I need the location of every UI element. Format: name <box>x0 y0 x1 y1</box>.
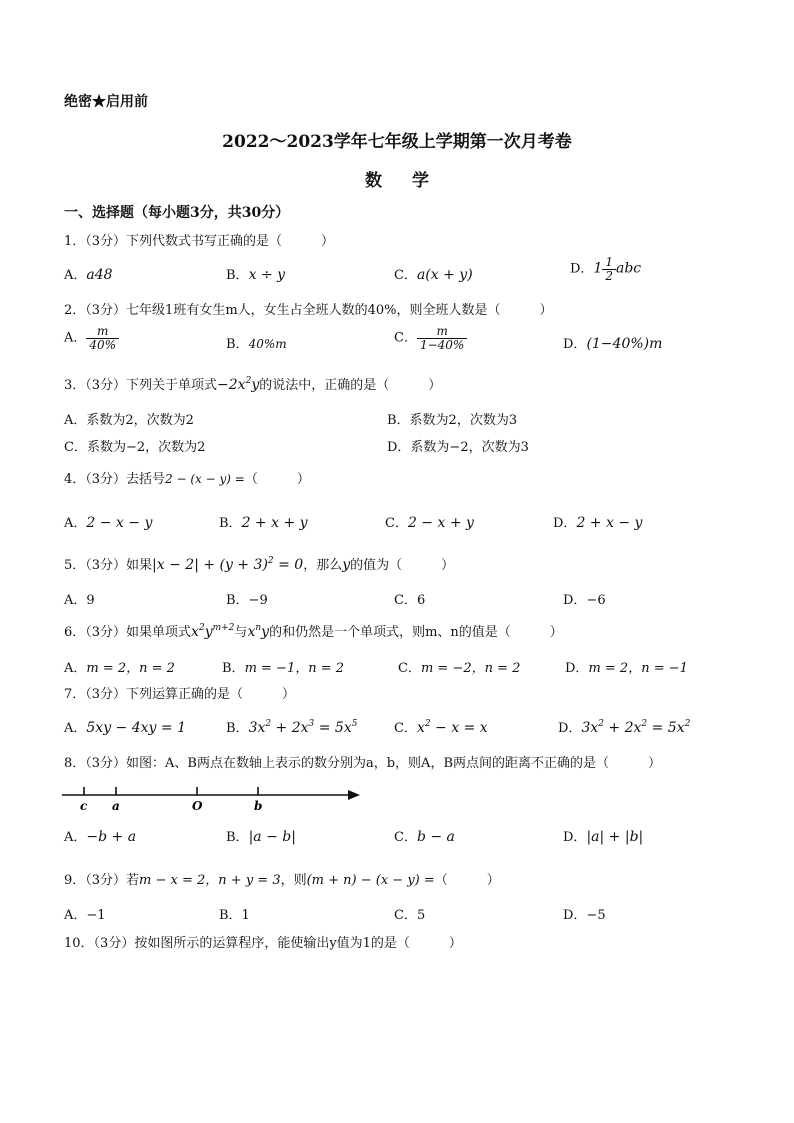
expression: 5xy − 4xy = 1 <box>86 720 186 736</box>
option-value: a(x + y) <box>416 267 473 283</box>
label-a: a <box>112 799 120 812</box>
q1-option-b[interactable] <box>226 264 285 283</box>
q9-option-b[interactable]: B．1 <box>219 908 250 923</box>
q7-option-a[interactable]: A．5xy − 4xy = 1 <box>64 720 186 736</box>
q4-option-b[interactable]: B．2 + x + y <box>219 515 308 531</box>
question-10-stem: 10．（3分）按如图所示的运算程序，能使输出y值为1的是（ ） <box>64 936 462 951</box>
option-value: (1−40%)m <box>586 336 663 352</box>
option-label: B． <box>226 268 249 283</box>
confidential-label: 绝密★启用前 <box>64 94 148 110</box>
q7-option-d[interactable]: D．$3x^2 + 2x^2 = 5x^2$ <box>558 719 691 736</box>
q3-option-a[interactable]: A．系数为2，次数为2 <box>64 413 194 428</box>
question-6-stem: 6．（3分）如果单项式$x^2y^{m+2}$与$x^ny$的和仍然是一个单项式，则m、n的值是（ ） <box>64 623 563 640</box>
question-2-stem: 2．（3分）七年级1班有女生m人，女生占全班人数的40%，则全班人数是（ ） <box>64 303 553 318</box>
q2-option-d[interactable] <box>563 333 662 352</box>
condition: m − x = 2，n + y = 3 <box>139 873 281 888</box>
question-3-stem: 3．（3分）下列关于单项式$-2x^2y$的说法中，正确的是（ ） <box>64 376 442 393</box>
q5-option-b[interactable]: B．−9 <box>226 593 268 608</box>
q1-option-c[interactable] <box>394 264 473 283</box>
question-4-stem: 4．（3分）去括号2 − (x − y) =（ ） <box>64 472 310 487</box>
q2-option-c[interactable] <box>394 325 467 351</box>
q3-option-c[interactable]: C．系数为−2，次数为2 <box>64 440 206 455</box>
expression: $x^2 - x = x$ <box>416 719 488 736</box>
q1-option-d[interactable] <box>570 256 641 282</box>
fraction: $\frac{1}{2}$ <box>602 256 616 282</box>
q4-option-d[interactable]: D．2 + x − y <box>553 515 643 531</box>
number-line-figure <box>60 776 370 812</box>
fraction: $\frac{m}{1-40\%}$ <box>417 325 467 351</box>
question-5-stem: 5．（3分）如果$|x - 2| + (y + 3)^2 = 0$，那么y的值为（ ） <box>64 556 455 573</box>
option-value: x ÷ y <box>248 267 285 283</box>
q4-option-c[interactable]: C．2 − x + y <box>385 515 474 531</box>
question-9-stem: 9．（3分）若m − x = 2，n + y = 3，则(m + n) − (x − y) =（ ） <box>64 873 500 888</box>
q9-option-d[interactable]: D．−5 <box>563 908 606 923</box>
q8-option-c[interactable]: C．b − a <box>394 829 455 845</box>
mixed-number-int: 1 <box>593 260 603 277</box>
q4-option-a[interactable]: A．2 − x − y <box>64 515 153 531</box>
q5-option-c[interactable]: C．6 <box>394 593 426 608</box>
monomial-2: $x^ny$ <box>247 623 270 640</box>
option-label: B． <box>226 337 249 352</box>
q9-option-c[interactable]: C．5 <box>394 908 426 923</box>
label-o: O <box>192 799 203 812</box>
subject-title: 数学 <box>365 171 459 191</box>
question-1-stem: 1．（3分）下列代数式书写正确的是（ ） <box>64 234 335 249</box>
option-value: a48 <box>86 267 113 283</box>
option-label: C． <box>394 268 417 283</box>
q5-option-d[interactable]: D．−6 <box>563 593 606 608</box>
q9-option-a[interactable]: A．−1 <box>64 908 106 923</box>
option-label: D． <box>570 261 594 277</box>
section-title: 一、选择题（每小题3分，共30分） <box>64 205 290 221</box>
q7-option-c[interactable]: C．$x^2 - x = x$ <box>394 719 488 736</box>
option-label: A． <box>64 268 87 283</box>
q7-option-b[interactable]: B．$3x^2 + 2x^3 = 5x^5$ <box>226 719 358 736</box>
q2-option-a[interactable] <box>64 325 119 351</box>
question-8-stem: 8．（3分）如图：A、B两点在数轴上表示的数分别为a，b，则A，B两点间的距离不正确的是（ ） <box>64 756 661 771</box>
q8-option-a[interactable]: A．−b + a <box>64 829 137 845</box>
label-c: c <box>80 799 88 812</box>
q3-option-d[interactable]: D．系数为−2，次数为3 <box>387 440 529 455</box>
q8-option-b[interactable]: B．|a − b| <box>226 829 296 845</box>
q6-option-d[interactable]: D．m = 2，n = −1 <box>565 661 688 676</box>
monomial: $-2x^2y$ <box>217 376 260 393</box>
q3-option-b[interactable]: B．系数为2，次数为3 <box>387 413 518 428</box>
equation: $|x - 2| + (y + 3)^2 = 0$ <box>152 556 304 573</box>
option-value: 40%m <box>248 337 287 351</box>
q8-option-d[interactable]: D．|a| + |b| <box>563 829 644 845</box>
option-label: A． <box>64 330 87 346</box>
q6-option-c[interactable]: C．m = −2，n = 2 <box>398 661 521 676</box>
option-label: C． <box>394 330 417 346</box>
expression: (m + n) − (x − y) = <box>306 873 435 888</box>
fraction: $\frac{m}{40\%}$ <box>86 325 119 351</box>
expression: 2 − (x − y) = <box>165 472 245 486</box>
q2-option-b[interactable] <box>226 333 287 352</box>
q6-option-b[interactable]: B．m = −1，n = 2 <box>222 661 345 676</box>
q6-option-a[interactable]: A．m = 2，n = 2 <box>64 661 175 676</box>
option-label: D． <box>563 337 587 352</box>
arrow-head-icon <box>348 790 360 800</box>
option-value: abc <box>616 260 642 277</box>
label-b: b <box>254 799 263 812</box>
monomial-1: $x^2y^{m+2}$ <box>191 623 235 640</box>
expression: $3x^2 + 2x^2 = 5x^2$ <box>581 719 691 736</box>
expression: $3x^2 + 2x^3 = 5x^5$ <box>248 719 358 736</box>
q5-option-a[interactable]: A．9 <box>64 593 95 608</box>
q1-option-a[interactable] <box>64 264 113 283</box>
exam-title: 2022～2023学年七年级上学期第一次月考卷 <box>222 132 572 152</box>
question-7-stem: 7．（3分）下列运算正确的是（ ） <box>64 687 296 702</box>
